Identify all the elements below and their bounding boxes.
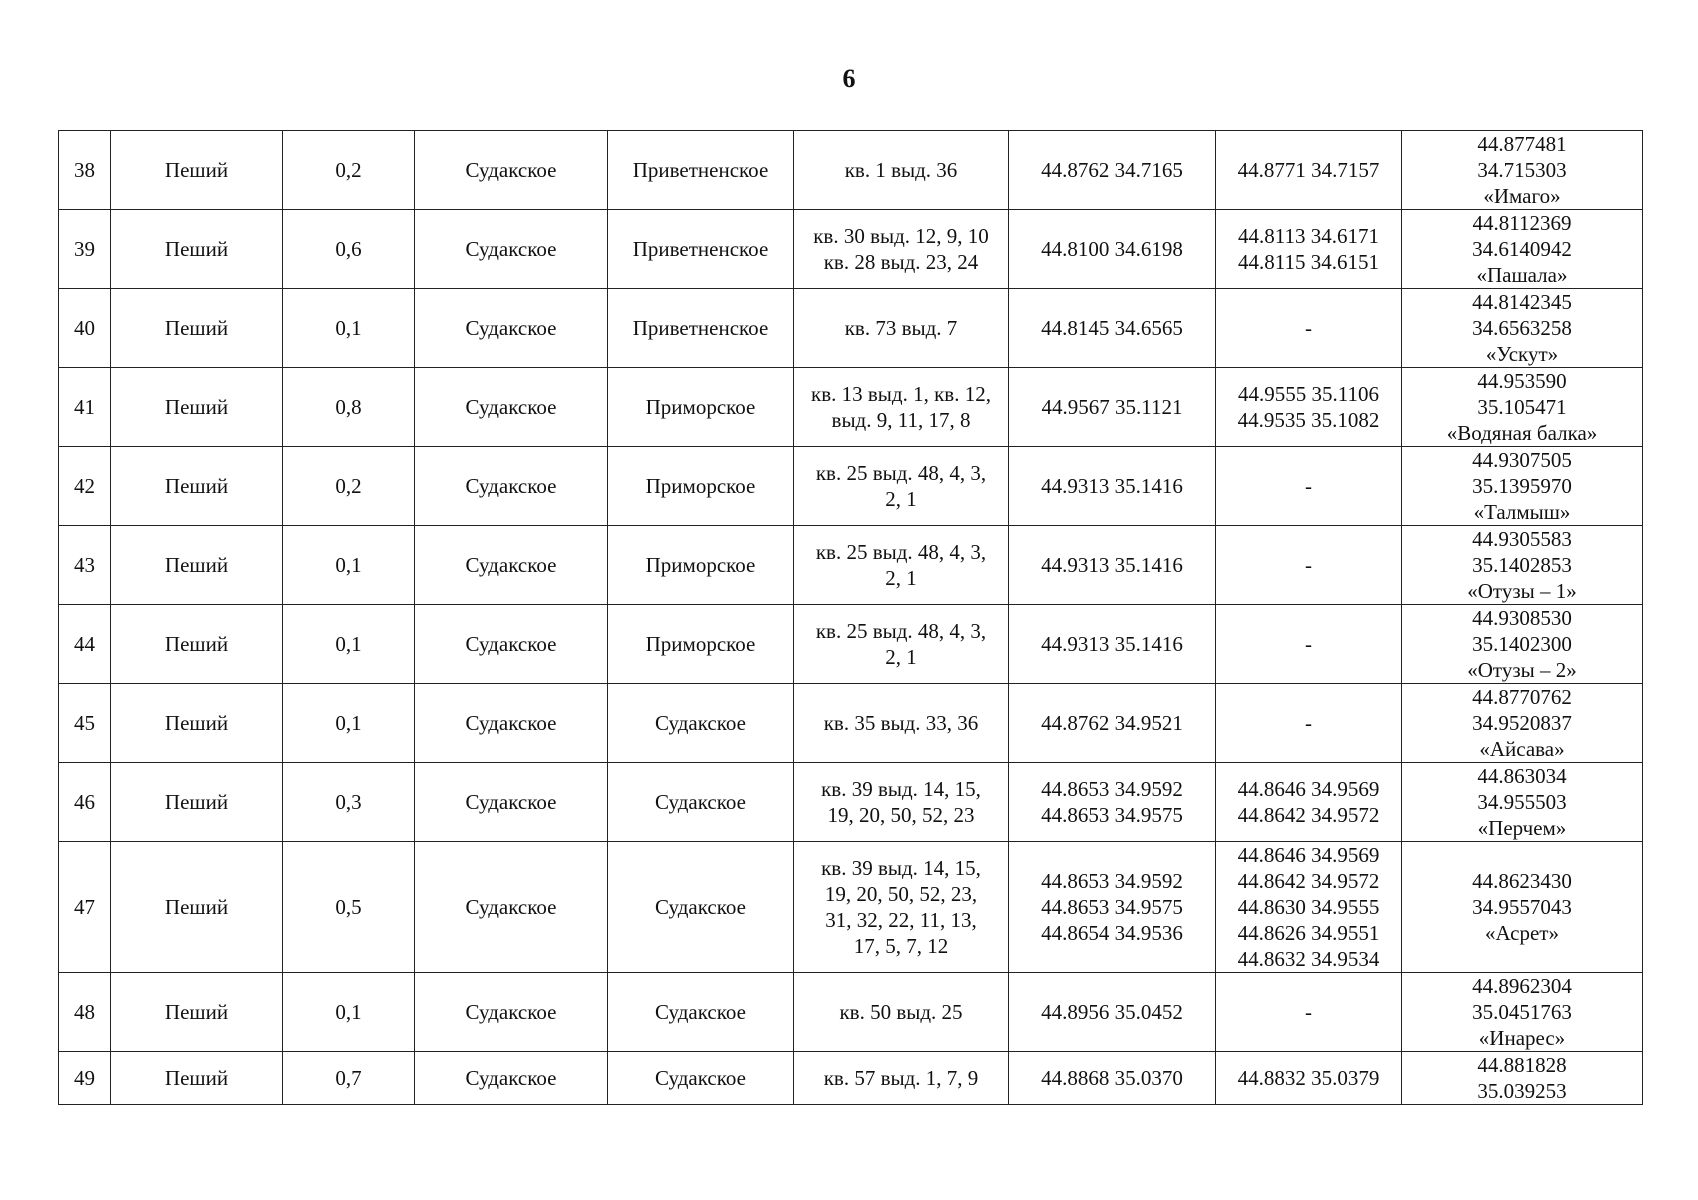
route-type-cell: Пеший (111, 447, 283, 526)
district-cell: Приморское (608, 605, 794, 684)
intermediate-points-cell: 44.8646 34.9569 44.8642 34.9572 44.8630 34.9555 44.8626 34.9551 44.8632 34.9534 (1216, 842, 1402, 973)
end-point-cell: 44.9305583 35.1402853 «Отузы – 1» (1402, 526, 1643, 605)
route-length-cell: 0,5 (283, 842, 415, 973)
start-point-cell: 44.9313 35.1416 (1009, 447, 1216, 526)
route-type-cell: Пеший (111, 842, 283, 973)
quarters-cell: кв. 25 выд. 48, 4, 3, 2, 1 (794, 605, 1009, 684)
end-point-cell: 44.9308530 35.1402300 «Отузы – 2» (1402, 605, 1643, 684)
end-point-cell: 44.8112369 34.6140942 «Пашала» (1402, 210, 1643, 289)
route-length-cell: 0,6 (283, 210, 415, 289)
start-point-cell: 44.8145 34.6565 (1009, 289, 1216, 368)
intermediate-points-cell: - (1216, 447, 1402, 526)
end-point-cell: 44.8962304 35.0451763 «Инарес» (1402, 973, 1643, 1052)
forestry-cell: Судакское (415, 447, 608, 526)
district-cell: Судакское (608, 684, 794, 763)
forestry-cell: Судакское (415, 368, 608, 447)
quarters-cell: кв. 25 выд. 48, 4, 3, 2, 1 (794, 526, 1009, 605)
start-point-cell: 44.8653 34.9592 44.8653 34.9575 (1009, 763, 1216, 842)
start-point-cell: 44.8956 35.0452 (1009, 973, 1216, 1052)
district-cell: Судакское (608, 763, 794, 842)
row-number-cell: 41 (59, 368, 111, 447)
intermediate-points-cell: - (1216, 973, 1402, 1052)
route-type-cell: Пеший (111, 973, 283, 1052)
end-point-cell: 44.8770762 34.9520837 «Айсава» (1402, 684, 1643, 763)
table-row (59, 1052, 1643, 1105)
intermediate-points-cell: - (1216, 526, 1402, 605)
quarters-cell: кв. 35 выд. 33, 36 (794, 684, 1009, 763)
district-cell: Приморское (608, 526, 794, 605)
end-point-cell: 44.877481 34.715303 «Имаго» (1402, 131, 1643, 210)
route-type-cell: Пеший (111, 605, 283, 684)
row-number-cell: 38 (59, 131, 111, 210)
route-length-cell: 0,2 (283, 131, 415, 210)
start-point-cell: 44.8868 35.0370 (1009, 1052, 1216, 1105)
table-row (59, 447, 1643, 526)
route-type-cell: Пеший (111, 1052, 283, 1105)
intermediate-points-cell: - (1216, 684, 1402, 763)
row-number-cell: 39 (59, 210, 111, 289)
quarters-cell: кв. 30 выд. 12, 9, 10 кв. 28 выд. 23, 24 (794, 210, 1009, 289)
route-type-cell: Пеший (111, 526, 283, 605)
table-row (59, 684, 1643, 763)
route-type-cell: Пеший (111, 131, 283, 210)
table-row (59, 763, 1643, 842)
start-point-cell: 44.9567 35.1121 (1009, 368, 1216, 447)
intermediate-points-cell: - (1216, 605, 1402, 684)
district-cell: Судакское (608, 1052, 794, 1105)
route-type-cell: Пеший (111, 368, 283, 447)
end-point-cell: 44.8142345 34.6563258 «Ускут» (1402, 289, 1643, 368)
routes-table (58, 130, 1643, 1105)
quarters-cell: кв. 1 выд. 36 (794, 131, 1009, 210)
route-length-cell: 0,3 (283, 763, 415, 842)
forestry-cell: Судакское (415, 763, 608, 842)
district-cell: Приморское (608, 447, 794, 526)
route-type-cell: Пеший (111, 289, 283, 368)
route-length-cell: 0,1 (283, 526, 415, 605)
quarters-cell: кв. 73 выд. 7 (794, 289, 1009, 368)
start-point-cell: 44.9313 35.1416 (1009, 526, 1216, 605)
end-point-cell: 44.863034 34.955503 «Перчем» (1402, 763, 1643, 842)
intermediate-points-cell: 44.8113 34.6171 44.8115 34.6151 (1216, 210, 1402, 289)
route-type-cell: Пеший (111, 210, 283, 289)
district-cell: Судакское (608, 973, 794, 1052)
quarters-cell: кв. 39 выд. 14, 15, 19, 20, 50, 52, 23 (794, 763, 1009, 842)
quarters-cell: кв. 50 выд. 25 (794, 973, 1009, 1052)
table-row (59, 842, 1643, 973)
routes-table-body (59, 131, 1643, 1105)
forestry-cell: Судакское (415, 210, 608, 289)
forestry-cell: Судакское (415, 289, 608, 368)
table-row (59, 973, 1643, 1052)
intermediate-points-cell: - (1216, 289, 1402, 368)
intermediate-points-cell: 44.8771 34.7157 (1216, 131, 1402, 210)
table-row (59, 368, 1643, 447)
district-cell: Приморское (608, 368, 794, 447)
intermediate-points-cell: 44.9555 35.1106 44.9535 35.1082 (1216, 368, 1402, 447)
route-length-cell: 0,1 (283, 684, 415, 763)
route-length-cell: 0,7 (283, 1052, 415, 1105)
district-cell: Судакское (608, 842, 794, 973)
district-cell: Приветненское (608, 210, 794, 289)
table-row (59, 131, 1643, 210)
table-row (59, 526, 1643, 605)
row-number-cell: 49 (59, 1052, 111, 1105)
forestry-cell: Судакское (415, 605, 608, 684)
quarters-cell: кв. 57 выд. 1, 7, 9 (794, 1052, 1009, 1105)
start-point-cell: 44.8653 34.9592 44.8653 34.9575 44.8654 34.9536 (1009, 842, 1216, 973)
forestry-cell: Судакское (415, 684, 608, 763)
table-row (59, 210, 1643, 289)
route-length-cell: 0,2 (283, 447, 415, 526)
row-number-cell: 48 (59, 973, 111, 1052)
quarters-cell: кв. 39 выд. 14, 15, 19, 20, 50, 52, 23, 31, 32, 22, 11, 13, 17, 5, 7, 12 (794, 842, 1009, 973)
row-number-cell: 40 (59, 289, 111, 368)
route-type-cell: Пеший (111, 763, 283, 842)
row-number-cell: 46 (59, 763, 111, 842)
forestry-cell: Судакское (415, 842, 608, 973)
end-point-cell: 44.9307505 35.1395970 «Талмыш» (1402, 447, 1643, 526)
start-point-cell: 44.8100 34.6198 (1009, 210, 1216, 289)
start-point-cell: 44.9313 35.1416 (1009, 605, 1216, 684)
quarters-cell: кв. 25 выд. 48, 4, 3, 2, 1 (794, 447, 1009, 526)
row-number-cell: 47 (59, 842, 111, 973)
intermediate-points-cell: 44.8832 35.0379 (1216, 1052, 1402, 1105)
forestry-cell: Судакское (415, 973, 608, 1052)
quarters-cell: кв. 13 выд. 1, кв. 12, выд. 9, 11, 17, 8 (794, 368, 1009, 447)
row-number-cell: 44 (59, 605, 111, 684)
forestry-cell: Судакское (415, 1052, 608, 1105)
page-number: 6 (842, 64, 856, 93)
forestry-cell: Судакское (415, 131, 608, 210)
start-point-cell: 44.8762 34.9521 (1009, 684, 1216, 763)
intermediate-points-cell: 44.8646 34.9569 44.8642 34.9572 (1216, 763, 1402, 842)
forestry-cell: Судакское (415, 526, 608, 605)
route-length-cell: 0,1 (283, 973, 415, 1052)
route-length-cell: 0,8 (283, 368, 415, 447)
district-cell: Приветненское (608, 131, 794, 210)
row-number-cell: 45 (59, 684, 111, 763)
end-point-cell: 44.881828 35.039253 (1402, 1052, 1643, 1105)
route-length-cell: 0,1 (283, 605, 415, 684)
table-row (59, 605, 1643, 684)
end-point-cell: 44.8623430 34.9557043 «Асрет» (1402, 842, 1643, 973)
table-row (59, 289, 1643, 368)
district-cell: Приветненское (608, 289, 794, 368)
end-point-cell: 44.953590 35.105471 «Водяная балка» (1402, 368, 1643, 447)
route-type-cell: Пеший (111, 684, 283, 763)
row-number-cell: 43 (59, 526, 111, 605)
route-length-cell: 0,1 (283, 289, 415, 368)
row-number-cell: 42 (59, 447, 111, 526)
start-point-cell: 44.8762 34.7165 (1009, 131, 1216, 210)
